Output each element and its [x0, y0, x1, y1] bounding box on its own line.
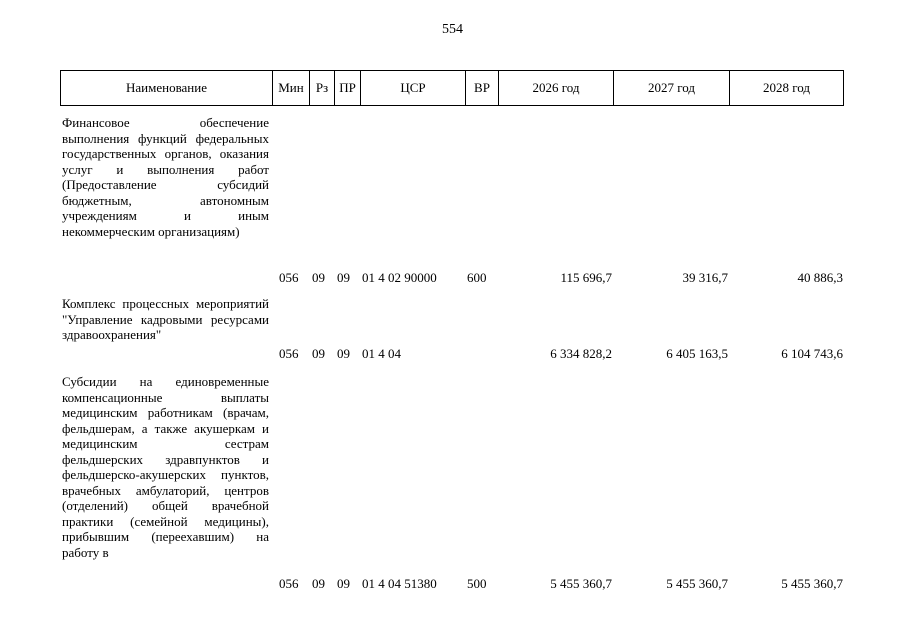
row-name: Субсидии на единовременные компенсационные выплаты медицинским работникам (врачам, фельдшерам, а также акушеркам и медицинским сестрам фельдшерских здравпунктов и фельдшерско-акушерских пунктов, врачебных амбулаторий, центров (отделений) общей врачебной практики (семейной медицины), прибывшим (переехавшим) на работу в	[62, 374, 269, 560]
row-csr: 01 4 04 51380	[362, 576, 437, 591]
row-min: 056	[279, 270, 299, 285]
table-header	[60, 70, 844, 106]
row-pr: 09	[337, 346, 350, 361]
row-name: Финансовое обеспечение выполнения функций федеральных государственных органов, оказания услуг и выполнения работ (Предоставление субсидий бюджетным, автономным учреждениям и иным некоммерческим организациям)	[62, 115, 269, 239]
header-vr: ВР	[474, 80, 490, 95]
row-rz: 09	[312, 346, 325, 361]
row-csr: 01 4 04	[362, 346, 401, 361]
row-min: 056	[279, 346, 299, 361]
row-csr: 01 4 02 90000	[362, 270, 437, 285]
row-2026: 115 696,7	[560, 270, 612, 285]
row-rz: 09	[312, 576, 325, 591]
header-min: Мин	[278, 80, 304, 95]
row-2028: 40 886,3	[797, 270, 843, 285]
row-pr: 09	[337, 576, 350, 591]
row-2027: 39 316,7	[682, 270, 728, 285]
row-2026: 6 334 828,2	[550, 346, 612, 361]
row-2028: 5 455 360,7	[781, 576, 843, 591]
header-pr: ПР	[339, 80, 356, 95]
row-2027: 6 405 163,5	[666, 346, 728, 361]
header-2027: 2027 год	[648, 80, 695, 95]
row-2027: 5 455 360,7	[666, 576, 728, 591]
row-name: Комплекс процессных мероприятий "Управление кадровыми ресурсами здравоохранения"	[62, 296, 269, 342]
row-pr: 09	[337, 270, 350, 285]
row-min: 056	[279, 576, 299, 591]
row-vr: 500	[467, 576, 487, 591]
header-2026: 2026 год	[532, 80, 580, 95]
header-csr: ЦСР	[400, 80, 426, 95]
row-rz: 09	[312, 270, 325, 285]
page-number: 554	[442, 22, 463, 37]
header-name: Наименование	[126, 80, 207, 95]
row-2026: 5 455 360,7	[550, 576, 612, 591]
header-rz: Рз	[315, 80, 329, 95]
row-vr: 600	[467, 270, 487, 285]
row-2028: 6 104 743,6	[781, 346, 843, 361]
header-2028: 2028 год	[763, 80, 810, 95]
